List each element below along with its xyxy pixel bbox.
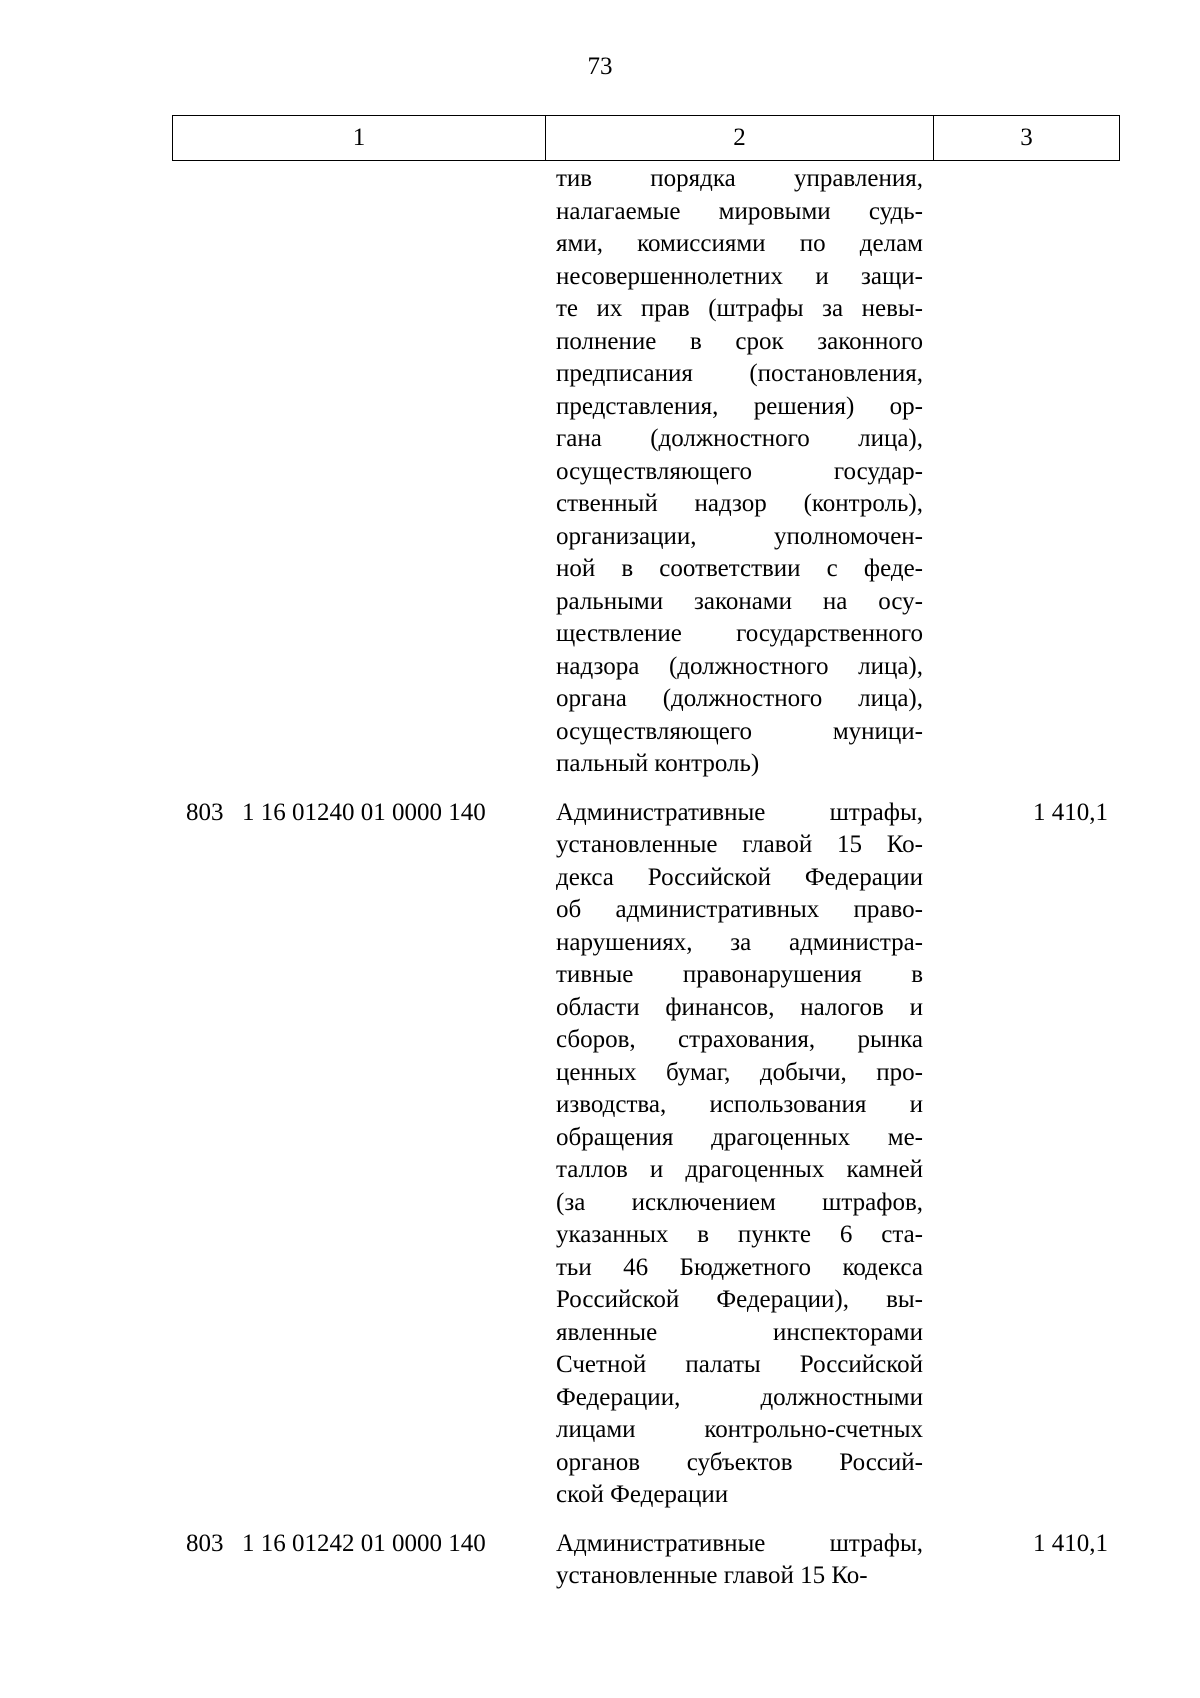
description-line: надзора (должностного лица), <box>556 652 923 680</box>
description-line: органа (должностного лица), <box>556 685 923 712</box>
description-line: Административные штрафы, <box>556 1529 923 1557</box>
description-line: ной в соответствии с феде- <box>556 555 923 582</box>
description-line: (за исключением штрафов, <box>556 1188 923 1216</box>
description-line: декса Российской Федерации <box>556 863 923 891</box>
description-cell <box>545 797 933 1512</box>
code-cell <box>172 797 545 1512</box>
amount-cell: 1 410,1 <box>1033 798 1108 826</box>
description-line: установленные главой 15 Ко- <box>556 1562 868 1589</box>
description-line: ществление государственного <box>556 620 923 647</box>
description-line: ственный надзор (контроль), <box>556 490 923 517</box>
description-line: об административных право- <box>556 896 923 923</box>
admin-code: 803 <box>186 798 224 826</box>
description-cell <box>545 163 933 781</box>
table-header <box>172 115 1120 161</box>
description-line: предписания (постановления, <box>556 360 923 387</box>
column-header-1: 1 <box>173 116 546 160</box>
description-line: Российской Федерации), вы- <box>556 1286 923 1313</box>
description-line: Федерации, должностными <box>556 1383 923 1411</box>
description-line: ральными законами на осу- <box>556 587 923 615</box>
description-line: ской Федерации <box>556 1481 729 1508</box>
description-line: несовершеннолетних и защи- <box>556 262 923 290</box>
budget-classification-code: 1 16 01242 01 0000 140 <box>242 1529 486 1557</box>
description-line: гана (должностного лица), <box>556 425 923 452</box>
description-line: указанных в пункте 6 ста- <box>556 1221 923 1248</box>
description-line: осуществляющего муници- <box>556 717 923 745</box>
description-line: те их прав (штрафы за невы- <box>556 295 923 322</box>
page-number: 73 <box>587 53 613 80</box>
description-line: организации, уполномочен- <box>556 522 923 550</box>
description-cell <box>545 1528 933 1593</box>
description-line: ценных бумаг, добычи, про- <box>556 1058 923 1086</box>
description-line: осуществляющего государ- <box>556 457 923 485</box>
description-line: органов субъектов Россий- <box>556 1448 923 1476</box>
description-line: Административные штрафы, <box>556 798 923 826</box>
description-line: сборов, страхования, рынка <box>556 1026 923 1053</box>
table-body <box>172 163 1120 1609</box>
table-row <box>172 797 1120 1512</box>
description-line: области финансов, налогов и <box>556 993 923 1021</box>
description-line: налагаемые мировыми судь- <box>556 197 923 225</box>
table-row <box>172 1528 1120 1593</box>
description-line: явленные инспекторами <box>556 1318 923 1346</box>
amount-cell <box>933 163 1120 781</box>
admin-code: 803 <box>186 1529 224 1557</box>
description-line: представления, решения) ор- <box>556 392 923 420</box>
description-line: лицами контрольно-счетных <box>556 1416 923 1443</box>
description-line: таллов и драгоценных камней <box>556 1156 923 1183</box>
description-line: изводства, использования и <box>556 1091 923 1118</box>
description-line: тьи 46 Бюджетного кодекса <box>556 1253 923 1281</box>
code-cell <box>172 1528 545 1593</box>
code-cell <box>172 163 545 781</box>
column-header-2: 2 <box>546 116 934 160</box>
description-line: обращения драгоценных ме- <box>556 1123 923 1151</box>
description-line: установленные главой 15 Ко- <box>556 831 923 858</box>
description-line: полнение в срок законного <box>556 327 923 355</box>
amount-cell: 1 410,1 <box>1033 1529 1108 1557</box>
description-line: нарушениях, за администра- <box>556 928 923 956</box>
column-header-3: 3 <box>1020 124 1033 151</box>
description-line: тивные правонарушения в <box>556 961 923 988</box>
table-row <box>172 163 1120 781</box>
description-line: Счетной палаты Российской <box>556 1351 923 1378</box>
description-line: тив порядка управления, <box>556 165 923 192</box>
budget-classification-code: 1 16 01240 01 0000 140 <box>242 798 486 826</box>
description-line: пальный контроль) <box>556 750 760 777</box>
description-line: ями, комиссиями по делам <box>556 230 923 257</box>
